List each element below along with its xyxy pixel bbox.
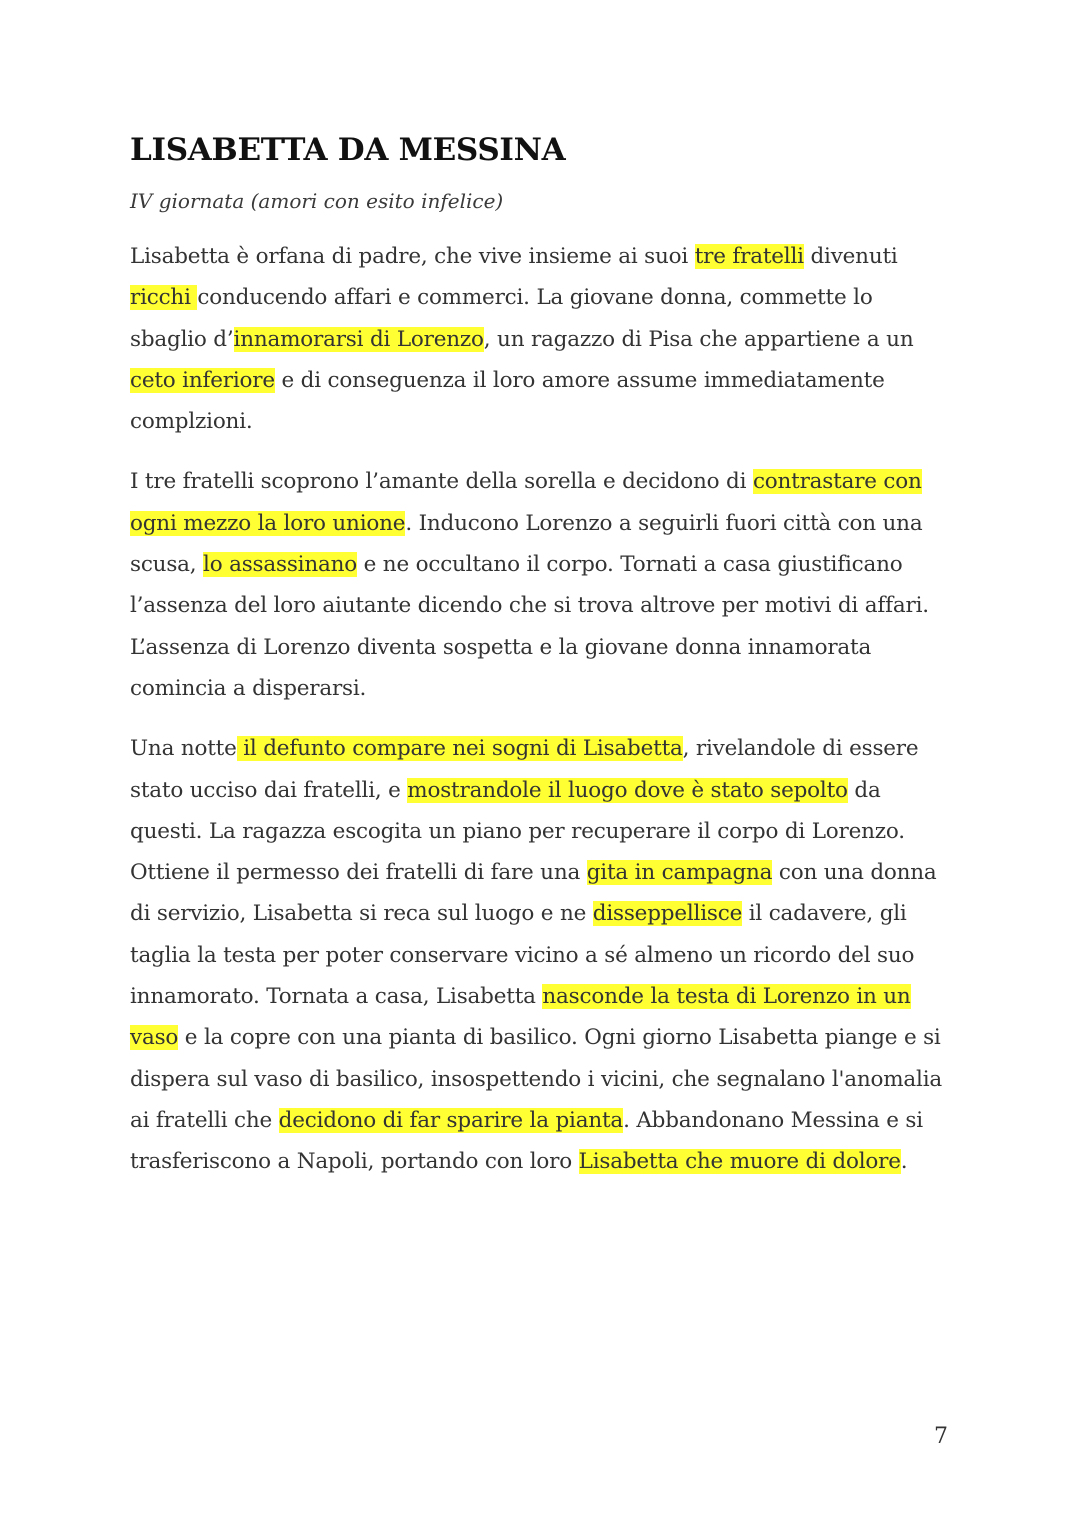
text-run: con una donna di servizio, Lisabetta si reca sul luogo e ne <box>130 860 937 927</box>
document-page <box>130 128 955 1202</box>
highlighted-text: tre fratelli <box>694 244 804 269</box>
highlighted-text: Lisabetta che muore di dolore <box>578 1149 901 1175</box>
highlighted-text: ceto inferiore <box>130 367 275 393</box>
highlighted-text: il defunto compare nei sogni di Lisabetta <box>236 736 683 762</box>
highlighted-text: ricchi <box>130 285 198 311</box>
text-run: . <box>900 1149 908 1175</box>
text-run: conducendo affari e commerci. La giovane donna, commette lo sbaglio d’ <box>130 285 873 352</box>
highlighted-text: nasconde la testa di Lorenzo in un vaso <box>130 984 911 1051</box>
text-run: e ne occultano il corpo. Tornati a casa giustificano l’assenza del loro aiutante dicendo che si trova altrove per motivi di affari. L’assenza di Lorenzo diventa sospetta e la giovane donna innamorata comincia a disperarsi. <box>130 552 929 701</box>
highlighted-text: decidono di far sparire la pianta <box>278 1107 624 1133</box>
subtitle: IV giornata (amori con esito infelice) <box>130 189 504 213</box>
text-run: . Inducono Lorenzo a seguirli fuori città con una scusa, <box>130 510 923 578</box>
text-run: . Abbandonano Messina e si trasferiscono a Napoli, portando con loro <box>130 1107 923 1175</box>
page-title: LISABETTA DA MESSINA <box>130 132 566 168</box>
text-run: Una notte <box>130 736 237 762</box>
paragraph <box>130 461 955 709</box>
text-run: I tre fratelli scoprono l’amante della sorella e decidono di <box>130 469 753 495</box>
highlighted-text: gita in campagna <box>586 860 773 886</box>
text-run: , un ragazzo di Pisa che appartiene a un <box>483 326 914 352</box>
body-text <box>130 236 955 1183</box>
highlighted-text: mostrandole il luogo dove è stato sepolto <box>407 777 848 803</box>
text-run: Lisabetta è orfana di padre, che vive insieme ai suoi <box>130 244 695 269</box>
text-run: divenuti <box>803 244 898 269</box>
page-number: 7 <box>934 1424 948 1449</box>
highlighted-text: lo assassinano <box>203 552 358 578</box>
paragraph <box>130 728 955 1182</box>
text-run: e di conseguenza il loro amore assume immediatamente complzioni. <box>130 367 885 435</box>
text-run: , rivelandole di essere stato ucciso dai fratelli, e <box>130 736 919 803</box>
highlighted-text: disseppellisce <box>592 901 743 927</box>
highlighted-text: contrastare con ogni mezzo la loro unione <box>130 469 922 536</box>
text-run: e la copre con una pianta di basilico. Ogni giorno Lisabetta piange e si dispera sul vaso di basilico, insospettendo i vicini, che segnalano l'anomalia ai fratelli che <box>130 1025 943 1133</box>
text-run: il cadavere, gli taglia la testa per poter conservare vicino a sé almeno un ricordo del suo innamorato. Tornata a casa, Lisabetta <box>130 901 915 1010</box>
highlighted-text: innamorarsi di Lorenzo <box>233 326 484 352</box>
text-run: da questi. La ragazza escogita un piano per recuperare il corpo di Lorenzo. Ottiene il permesso dei fratelli di fare una <box>130 777 905 886</box>
paragraph <box>130 236 955 442</box>
